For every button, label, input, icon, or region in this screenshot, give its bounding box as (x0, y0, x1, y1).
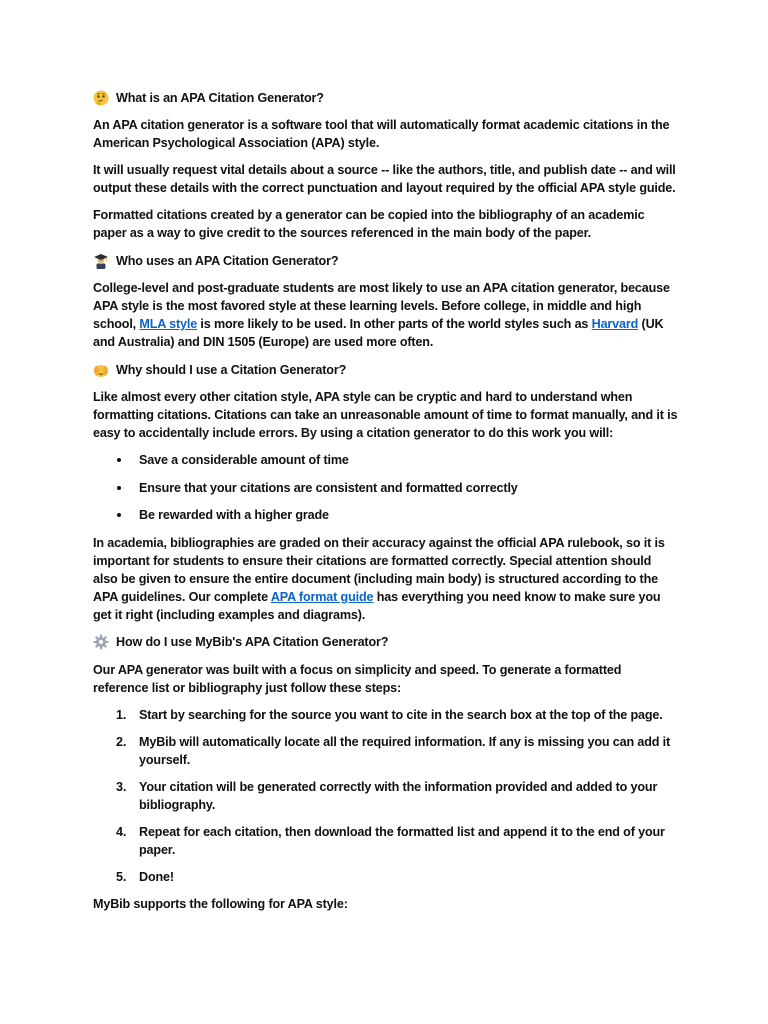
text-run: has everything you need know to make sure you get it right (including examples and diagrams). (93, 589, 661, 622)
step-number: 1. (116, 707, 127, 722)
list-item: Ensure that your citations are consistent and formatted correctly (93, 479, 678, 497)
step-text: MyBib will automatically locate all the required information. If any is missing you can add it yourself. (139, 734, 671, 767)
apa-format-guide-link[interactable]: APA format guide (270, 589, 374, 604)
text-run: In academia, bibliographies are graded on their accuracy against the official APA rulebook, so it is important for students to ensure their citations are formatted correctly. Special attention should also be given to ensure the entire document (including main body) is structured according to the APA guidelines. Our complete (93, 535, 665, 604)
paragraph: Our APA generator was built with a focus on simplicity and speed. To generate a formatted reference list or bibliography just follow these steps: (93, 662, 622, 695)
list-item (93, 778, 678, 814)
section-heading-text: Who uses an APA Citation Generator? (116, 253, 339, 268)
list-item (93, 706, 678, 724)
benefits-list (93, 451, 678, 524)
section-heading-text: What is an APA Citation Generator? (116, 90, 324, 105)
graduate-student-icon (93, 253, 109, 269)
text-run: is more likely to be used. In other parts of the world styles such as (197, 317, 592, 331)
section-heading-text: Why should I use a Citation Generator? (116, 362, 347, 377)
step-number: 4. (116, 824, 127, 839)
mla-style-link[interactable]: MLA style (139, 317, 198, 331)
thinking-face-icon (93, 90, 109, 106)
raising-hands-icon (93, 362, 109, 378)
section-heading-how (93, 633, 678, 652)
text-run: College-level and post-graduate students are most likely to use an APA citation generator, because APA style is the most favored style at these learning levels. Before college, in middle and high school, (93, 281, 670, 331)
list-item (93, 733, 678, 769)
text-run: (UK and Australia) and DIN 1505 (Europe) are used more often. (93, 317, 664, 349)
list-item (93, 868, 678, 886)
section-heading-what (93, 88, 678, 107)
paragraph: Formatted citations created by a generator can be copied into the bibliography of an academic paper as a way to give credit to the sources referenced in the main body of the paper. (93, 208, 645, 240)
step-text: Repeat for each citation, then download the formatted list and append it to the end of your paper. (139, 824, 665, 857)
step-number: 3. (116, 779, 127, 794)
step-number: 2. (116, 734, 127, 749)
step-text: Start by searching for the source you want to cite in the search box at the top of the page. (139, 707, 663, 722)
section-heading-why (93, 360, 678, 379)
paragraph: MyBib supports the following for APA style: (93, 896, 348, 911)
paragraph (93, 279, 678, 351)
section-heading-text: How do I use MyBib's APA Citation Generator? (116, 635, 389, 649)
paragraph: Like almost every other citation style, APA style can be cryptic and hard to understand when formatting citations. Citations can take an unreasonable amount of time to format manually, and it is easy to accidentally include errors. By using a citation generator to do this work you will: (93, 390, 678, 440)
step-text: Done! (139, 869, 174, 884)
step-number: 5. (116, 869, 127, 884)
paragraph (93, 534, 678, 624)
gear-icon (93, 634, 109, 650)
step-text: Your citation will be generated correctly with the information provided and added to your bibliography. (139, 779, 658, 812)
harvard-link[interactable]: Harvard (591, 317, 639, 331)
list-item (93, 823, 678, 859)
paragraph: It will usually request vital details about a source -- like the authors, title, and publish date -- and will output these details with the correct punctuation and layout required by the official APA style guide. (93, 163, 676, 195)
steps-list (93, 706, 678, 886)
paragraph: An APA citation generator is a software tool that will automatically format academic citations in the American Psychological Association (APA) style. (93, 118, 670, 150)
section-heading-who (93, 251, 678, 270)
list-item: Save a considerable amount of time (93, 451, 678, 469)
list-item: Be rewarded with a higher grade (93, 506, 678, 524)
